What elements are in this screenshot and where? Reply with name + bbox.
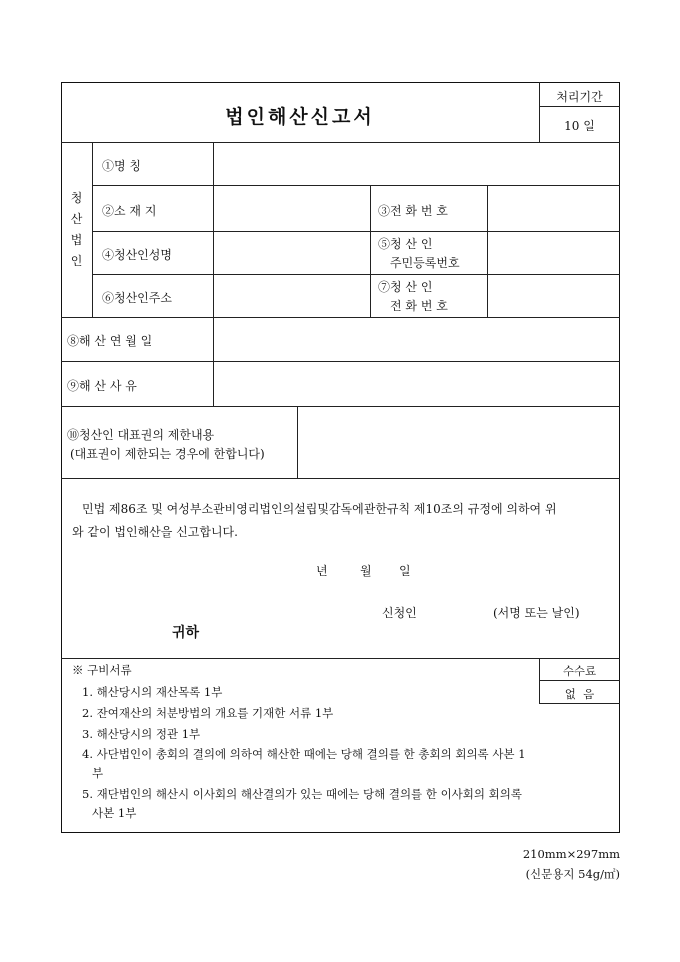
restriction-label: ⑩청산인 대표권의 제한내용 (대표권이 제한되는 경우에 한합니다) [67, 428, 265, 461]
document-item: 3. 해산당시의 정관 1부 [82, 727, 201, 741]
corp-phone-field[interactable] [488, 186, 619, 231]
restriction-field[interactable] [298, 407, 619, 478]
dissolution-date-field[interactable] [214, 318, 619, 361]
addressee: 귀하 [172, 625, 200, 641]
fee-label: 수수료 [562, 664, 597, 678]
processing-period-label: 처리기간 [556, 90, 603, 104]
document-item: 1. 해산당시의 재산목록 1부 [82, 685, 223, 699]
corp-phone-label: ③전 화 번 호 [378, 204, 448, 218]
signature-label: (서명 또는 날인) [493, 606, 580, 620]
liquidator-address-label: ⑥청산인주소 [102, 291, 172, 305]
liquidator-name-label: ④청산인성명 [102, 248, 172, 262]
liquidator-corp-group-label: 청 산 법 인 [70, 191, 83, 268]
declaration-text-line-1: 민법 제86조 및 여성부소관비영리법인의설립및감독에관한규칙 제10조의 규정에 의하여 위 [82, 502, 557, 516]
documents-heading: ※ 구비서류 [72, 663, 132, 677]
processing-period-value: 10 일 [564, 119, 595, 133]
dissolution-reason-label: ⑨해 산 사 유 [67, 379, 137, 393]
liquidator-rrn-label: ⑤청 산 인 주민등록번호 [378, 237, 460, 270]
document-item: 부 [92, 766, 104, 780]
corp-location-field[interactable] [214, 186, 370, 231]
dissolution-date-label: ⑧해 산 연 월 일 [67, 334, 153, 348]
applicant-label: 신청인 [382, 606, 417, 620]
document-item: 사본 1부 [92, 806, 137, 820]
dissolution-reason-field[interactable] [214, 362, 619, 406]
fee-value: 없 음 [564, 687, 595, 701]
liquidator-address-field[interactable] [214, 275, 370, 317]
form-title: 법인해산신고서 [225, 106, 375, 128]
corp-location-label: ②소 재 지 [102, 204, 157, 218]
declaration-text-line-2: 와 같이 법인해산을 신고합니다. [72, 525, 238, 539]
liquidator-rrn-field[interactable] [488, 232, 619, 274]
date-day: 일 [399, 564, 411, 578]
paper-type: (신문용지 54g/㎡) [525, 867, 620, 881]
date-year: 년 [316, 564, 328, 578]
document-item: 4. 사단법인이 총회의 결의에 의하여 해산한 때에는 당해 결의를 한 총회의 회의록 사본 1 [82, 747, 526, 761]
corp-name-label: ①명 칭 [102, 159, 141, 173]
document-item: 5. 재단법인의 해산시 이사회의 해산결의가 있는 때에는 당해 결의를 한 이사회의 회의록 [82, 787, 522, 801]
liquidator-phone-field[interactable] [488, 275, 619, 317]
date-month: 월 [360, 564, 372, 578]
liquidator-name-field[interactable] [214, 232, 370, 274]
liquidator-phone-label: ⑦청 산 인 전 화 번 호 [378, 280, 448, 313]
document-item: 2. 잔여재산의 처분방법의 개요를 기재한 서류 1부 [82, 706, 334, 720]
paper-size: 210mm×297mm [522, 847, 620, 861]
corp-name-field[interactable] [214, 143, 619, 185]
